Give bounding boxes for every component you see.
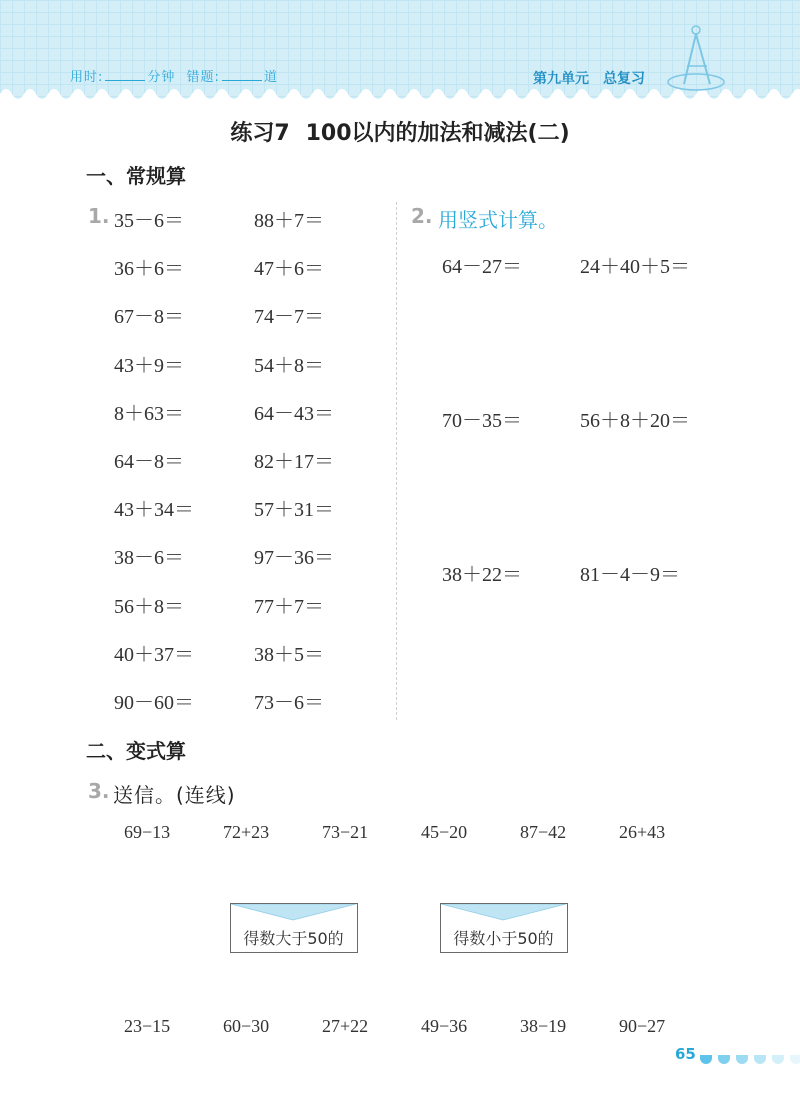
q1-equation: 47＋6＝ — [254, 258, 324, 281]
page-title — [0, 116, 800, 147]
decoration-dot — [718, 1055, 730, 1064]
exercise-number: 练习7 — [230, 121, 290, 146]
letter-expression[interactable]: 73−21 — [322, 822, 369, 842]
question-2-title: 用竖式计算。 — [438, 208, 558, 232]
errors-blank[interactable] — [222, 69, 262, 81]
letter-expression[interactable]: 27+22 — [322, 1016, 369, 1036]
q1-equation: 40＋37＝ — [114, 643, 194, 666]
letter-expression[interactable]: 49−36 — [421, 1016, 468, 1036]
mailbox-label: 得数小于50的 — [453, 929, 554, 948]
letter-expression[interactable]: 23−15 — [124, 1016, 171, 1036]
mailbox-greater-than-50[interactable] — [230, 903, 358, 953]
q1-equation: 36＋6＝ — [114, 258, 184, 281]
mailbox-label: 得数大于50的 — [243, 929, 344, 948]
letter-expression[interactable]: 69−13 — [124, 822, 171, 842]
envelope-flap-icon — [441, 904, 566, 922]
decoration-dot — [736, 1055, 748, 1064]
q1-equation: 38－6＝ — [114, 547, 184, 570]
section-title-routine: 一、常规算 — [86, 164, 186, 188]
q1-equation: 73－6＝ — [254, 692, 324, 714]
page-number: 65 — [675, 1045, 696, 1063]
q2-equation: 81－4－9＝ — [580, 564, 680, 586]
time-label: 用时: — [70, 70, 104, 85]
q2-equation: 64－27＝ — [442, 256, 522, 278]
column-divider — [396, 202, 397, 720]
page-decoration-dots — [700, 1049, 800, 1061]
letter-expression[interactable]: 60−30 — [223, 1016, 270, 1036]
q1-equation: 8＋63＝ — [114, 402, 184, 425]
q1-equation: 82＋17＝ — [254, 451, 334, 473]
letter-expression[interactable]: 45−20 — [421, 822, 468, 842]
decoration-dot — [790, 1055, 800, 1064]
exercise-title: 100以内的加法和减法(二) — [305, 121, 570, 146]
letter-expression[interactable]: 72+23 — [223, 822, 270, 842]
q2-equation: 24＋40＋5＝ — [580, 256, 690, 278]
errors-unit: 道 — [263, 70, 278, 85]
q1-equation: 54＋8＝ — [254, 354, 324, 377]
decoration-dot — [772, 1055, 784, 1064]
compass-icon — [662, 22, 732, 94]
q1-equation: 64－8＝ — [114, 451, 184, 473]
question-number-1: 1. — [88, 204, 110, 228]
q1-equation: 64－43＝ — [254, 402, 334, 425]
unit-heading — [533, 68, 645, 88]
unit-topic: 总复习 — [603, 71, 645, 87]
time-blank[interactable] — [105, 69, 145, 81]
unit-name: 第九单元 — [533, 71, 589, 87]
q2-equation: 56＋8＋20＝ — [580, 410, 690, 432]
q1-equation: 43＋9＝ — [114, 354, 184, 377]
time-tracker — [70, 66, 278, 85]
errors-label: 错题: — [186, 70, 220, 85]
section-title-variant: 二、变式算 — [86, 739, 186, 763]
q2-equation: 38＋22＝ — [442, 564, 522, 586]
letter-expression[interactable]: 87−42 — [520, 822, 567, 842]
question-number-2: 2. — [411, 204, 433, 228]
q1-equation: 77＋7＝ — [254, 595, 324, 618]
q1-equation: 88＋7＝ — [254, 210, 324, 232]
mailbox-less-than-50[interactable] — [440, 903, 568, 953]
question-number-3: 3. — [88, 779, 110, 803]
q1-equation: 90－60＝ — [114, 692, 194, 714]
decoration-dot — [754, 1055, 766, 1064]
letter-expression[interactable]: 26+43 — [619, 822, 666, 842]
q1-equation: 38＋5＝ — [254, 643, 324, 666]
decoration-dot — [700, 1055, 712, 1064]
time-unit: 分钟 — [147, 70, 176, 85]
letter-expression[interactable]: 38−19 — [520, 1016, 567, 1036]
q1-equation: 67－8＝ — [114, 306, 184, 329]
question-3-title: 送信。(连线) — [113, 783, 236, 807]
letter-expression[interactable]: 90−27 — [619, 1016, 666, 1036]
q1-equation: 35－6＝ — [114, 210, 184, 232]
q1-equation: 57＋31＝ — [254, 499, 334, 522]
q1-equation: 43＋34＝ — [114, 499, 194, 522]
q1-equation: 74－7＝ — [254, 306, 324, 329]
q1-equation: 97－36＝ — [254, 547, 334, 570]
q2-equation: 70－35＝ — [442, 410, 522, 432]
q1-equation: 56＋8＝ — [114, 595, 184, 618]
page-header — [0, 0, 800, 100]
envelope-flap-icon — [231, 904, 356, 922]
